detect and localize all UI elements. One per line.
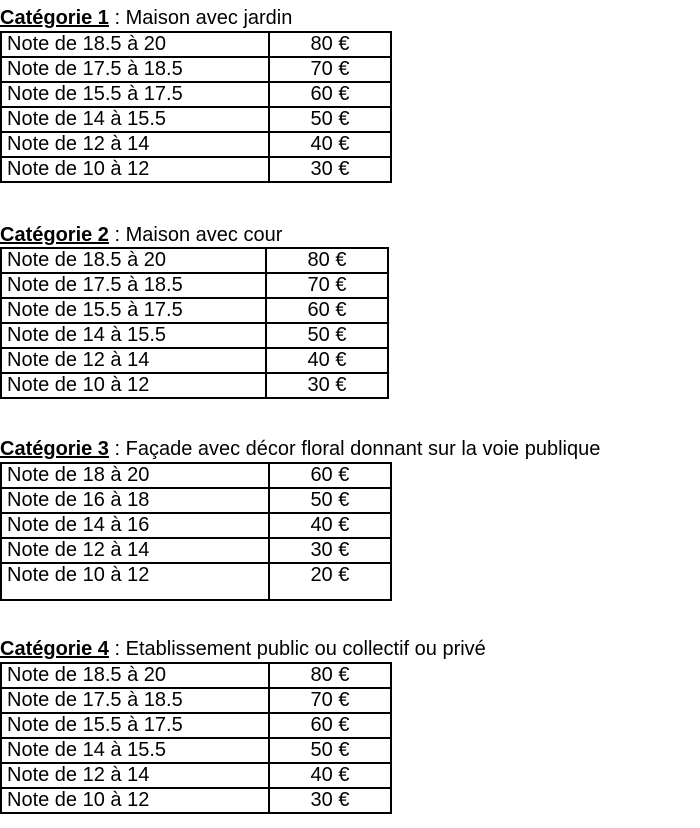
table-row xyxy=(1,248,388,273)
heading-separator: : xyxy=(108,438,126,460)
table-row xyxy=(1,82,391,107)
price-value: 80 € xyxy=(269,32,391,57)
table-row xyxy=(1,738,391,763)
table-row xyxy=(1,273,388,298)
category-title: Catégorie 1 xyxy=(0,7,109,29)
price-value: 70 € xyxy=(269,57,391,82)
table-row xyxy=(1,663,391,688)
note-range: Note de 12 à 14 xyxy=(1,132,269,157)
category-3-heading xyxy=(0,438,600,460)
category-2-heading xyxy=(0,224,282,246)
category-4-table xyxy=(0,662,392,814)
category-title: Catégorie 2 xyxy=(0,224,109,246)
note-range: Note de 17.5 à 18.5 xyxy=(1,273,266,298)
price-value: 80 € xyxy=(269,663,391,688)
price-value: 60 € xyxy=(269,713,391,738)
table-row xyxy=(1,688,391,713)
note-range: Note de 10 à 12 xyxy=(1,157,269,182)
price-value: 40 € xyxy=(269,513,391,538)
note-range: Note de 10 à 12 xyxy=(1,563,269,600)
note-range: Note de 18.5 à 20 xyxy=(1,32,269,57)
note-range: Note de 14 à 16 xyxy=(1,513,269,538)
category-3-table xyxy=(0,462,392,601)
table-row xyxy=(1,538,391,563)
category-description: Façade avec décor floral donnant sur la voie publique xyxy=(125,438,601,460)
table-row xyxy=(1,132,391,157)
table-row xyxy=(1,323,388,348)
table-row xyxy=(1,713,391,738)
note-range: Note de 14 à 15.5 xyxy=(1,107,269,132)
category-title: Catégorie 4 xyxy=(0,638,109,660)
note-range: Note de 14 à 15.5 xyxy=(1,323,266,348)
table-row xyxy=(1,348,388,373)
price-value: 70 € xyxy=(266,273,388,298)
heading-separator: : xyxy=(108,224,126,246)
category-2-table xyxy=(0,247,389,399)
price-value: 80 € xyxy=(266,248,388,273)
note-range: Note de 10 à 12 xyxy=(1,373,266,398)
price-value: 50 € xyxy=(269,107,391,132)
note-range: Note de 15.5 à 17.5 xyxy=(1,713,269,738)
price-value: 30 € xyxy=(269,788,391,813)
note-range: Note de 18.5 à 20 xyxy=(1,248,266,273)
table-row xyxy=(1,763,391,788)
price-value: 30 € xyxy=(269,538,391,563)
price-value: 40 € xyxy=(269,763,391,788)
table-row xyxy=(1,107,391,132)
price-value: 60 € xyxy=(269,463,391,488)
table-row xyxy=(1,488,391,513)
category-4-heading xyxy=(0,638,486,660)
note-range: Note de 16 à 18 xyxy=(1,488,269,513)
price-value: 50 € xyxy=(266,323,388,348)
note-range: Note de 15.5 à 17.5 xyxy=(1,298,266,323)
table-row xyxy=(1,57,391,82)
note-range: Note de 12 à 14 xyxy=(1,348,266,373)
price-value: 70 € xyxy=(269,688,391,713)
table-row xyxy=(1,157,391,182)
category-title: Catégorie 3 xyxy=(0,438,109,460)
price-value: 50 € xyxy=(269,488,391,513)
category-description: Maison avec cour xyxy=(125,224,283,246)
heading-separator: : xyxy=(108,638,126,660)
price-value: 60 € xyxy=(266,298,388,323)
table-row xyxy=(1,513,391,538)
table-row xyxy=(1,373,388,398)
table-row xyxy=(1,563,391,600)
category-description: Maison avec jardin xyxy=(125,7,293,29)
price-value: 20 € xyxy=(269,563,391,600)
price-value: 40 € xyxy=(269,132,391,157)
price-value: 50 € xyxy=(269,738,391,763)
price-value: 30 € xyxy=(266,373,388,398)
table-row xyxy=(1,298,388,323)
note-range: Note de 14 à 15.5 xyxy=(1,738,269,763)
table-row xyxy=(1,32,391,57)
heading-separator: : xyxy=(108,7,126,29)
table-row xyxy=(1,788,391,813)
note-range: Note de 17.5 à 18.5 xyxy=(1,57,269,82)
note-range: Note de 12 à 14 xyxy=(1,538,269,563)
category-1-heading xyxy=(0,7,292,29)
note-range: Note de 18.5 à 20 xyxy=(1,663,269,688)
price-value: 60 € xyxy=(269,82,391,107)
category-description: Etablissement public ou collectif ou privé xyxy=(125,638,486,660)
note-range: Note de 15.5 à 17.5 xyxy=(1,82,269,107)
note-range: Note de 12 à 14 xyxy=(1,763,269,788)
note-range: Note de 17.5 à 18.5 xyxy=(1,688,269,713)
table-row xyxy=(1,463,391,488)
price-value: 30 € xyxy=(269,157,391,182)
price-value: 40 € xyxy=(266,348,388,373)
note-range: Note de 10 à 12 xyxy=(1,788,269,813)
note-range: Note de 18 à 20 xyxy=(1,463,269,488)
category-1-table xyxy=(0,31,392,183)
